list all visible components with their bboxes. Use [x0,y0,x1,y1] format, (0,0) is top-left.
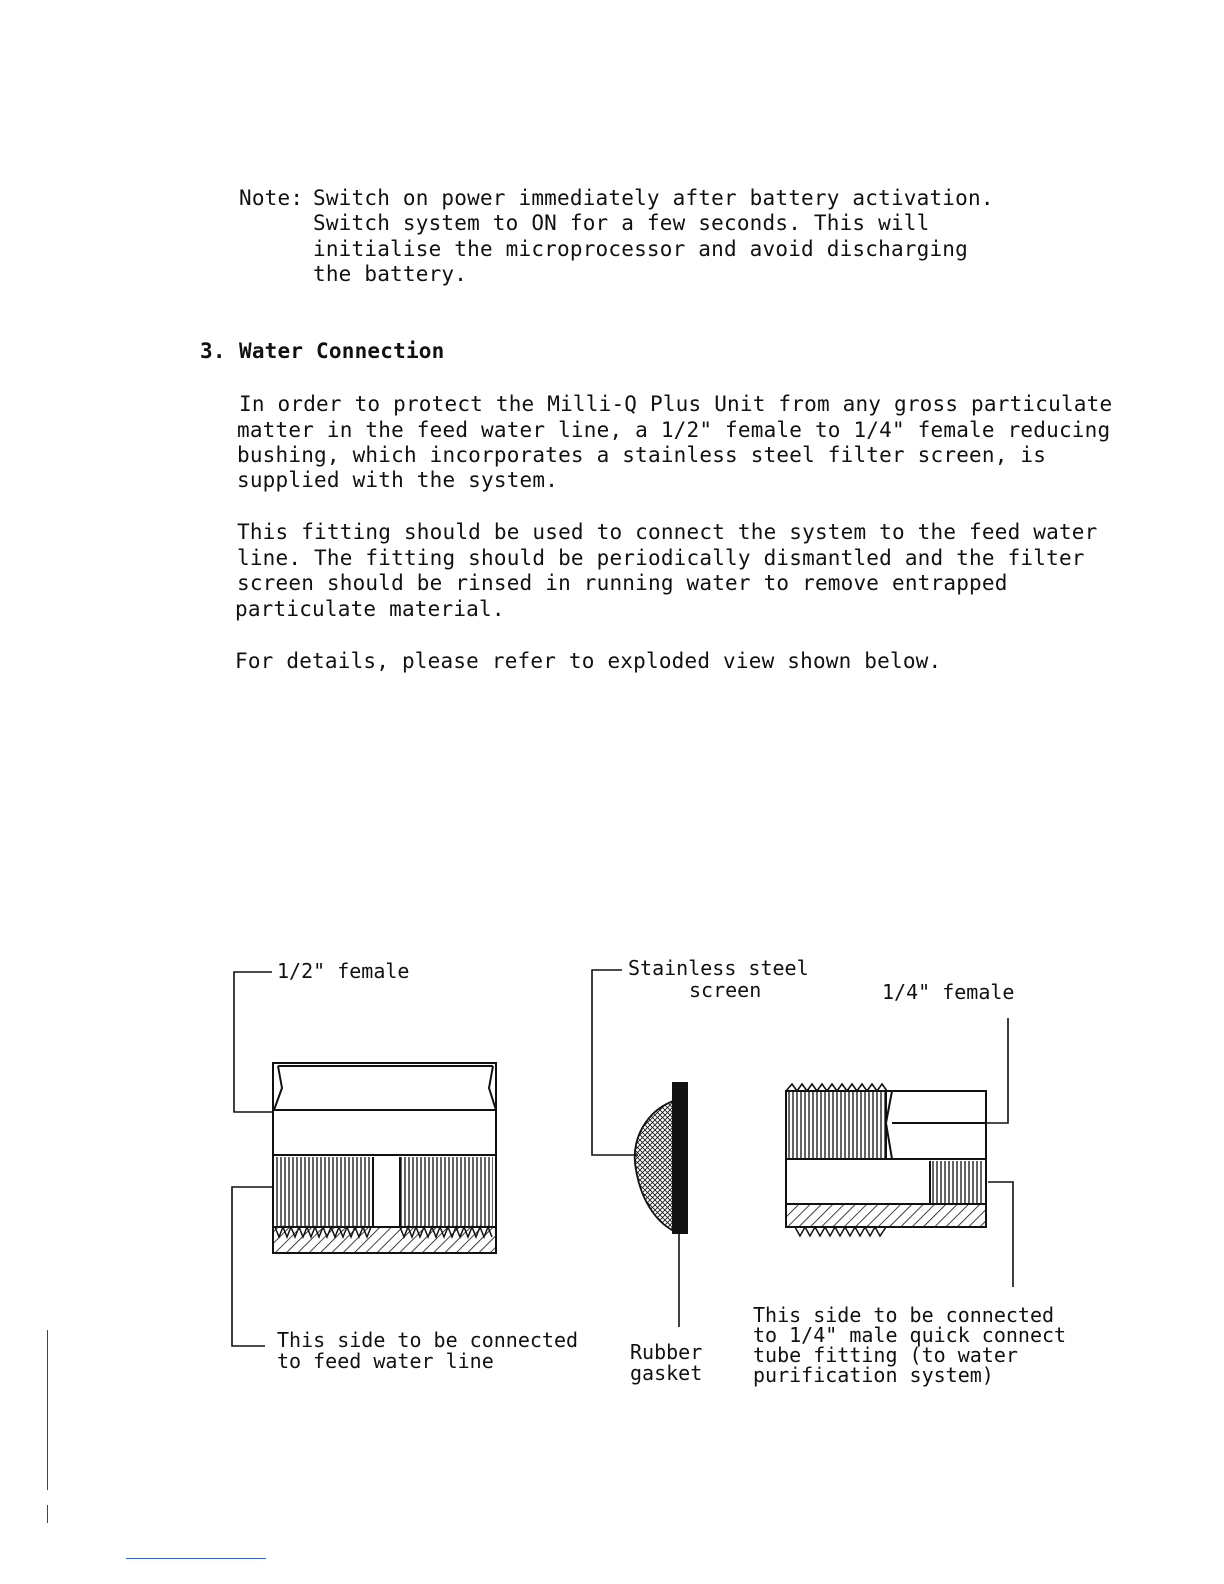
label-feed-line-2: to feed water line [277,1349,494,1373]
note-line-2: Switch system to ON for a few seconds. This will [313,211,930,235]
label-system-line-4: purification system) [753,1363,994,1387]
quarter-inch-female-fitting [786,1084,986,1236]
half-inch-female-fitting [273,1063,496,1253]
label-screen-line-1: Stainless steel [628,956,809,980]
paragraph-1-line-3: bushing, which incorporates a stainless steel filter screen, is [237,443,1047,467]
label-system-line-1: This side to be connected [753,1303,1055,1327]
scan-artifact-underline [126,1558,266,1559]
label-feed-line-1: This side to be connected [277,1328,579,1352]
leader-feed-side [232,1187,272,1346]
paragraph-2-line-4: particulate material. [235,597,505,621]
scan-artifact-margin [47,1330,48,1490]
label-quarter-female: 1/4" female [882,980,1015,1004]
note-line-4: the battery. [313,262,468,286]
label-gasket-line-2: gasket [630,1361,703,1385]
label-screen-line-2: screen [689,978,762,1002]
paragraph-3: For details, please refer to exploded view shown below. [235,649,942,673]
paragraph-1-line-2: matter in the feed water line, a 1/2" female to 1/4" female reducing [237,418,1111,442]
paragraph-2-line-3: screen should be rinsed in running water to remove entrapped [237,571,1008,595]
paragraph-2-line-1: This fitting should be used to connect the system to the feed water [237,520,1098,544]
leader-system-side [988,1182,1013,1287]
scan-artifact-tick [47,1505,48,1523]
label-half-female: 1/2" female [277,959,410,983]
note-line-3: initialise the microprocessor and avoid discharging [313,237,968,261]
leader-half-female [234,972,273,1112]
paragraph-2-line-2: line. The fitting should be periodically dismantled and the filter [237,546,1085,570]
note-label: Note: [239,186,304,210]
leader-quarter-female [986,1018,1008,1123]
section-number: 3. [200,339,226,363]
leader-screen [592,970,638,1155]
section-title: Water Connection [239,339,445,363]
label-gasket-line-1: Rubber [630,1340,703,1364]
screen-and-gasket [592,970,688,1327]
paragraph-1-line-1: In order to protect the Milli-Q Plus Unit from any gross particulate [239,392,1113,416]
note-line-1: Switch on power immediately after battery activation. [313,186,994,210]
label-system-line-3: tube fitting (to water [753,1343,1018,1367]
label-system-line-2: to 1/4" male quick connect [753,1323,1067,1347]
paragraph-1-line-4: supplied with the system. [237,468,559,492]
